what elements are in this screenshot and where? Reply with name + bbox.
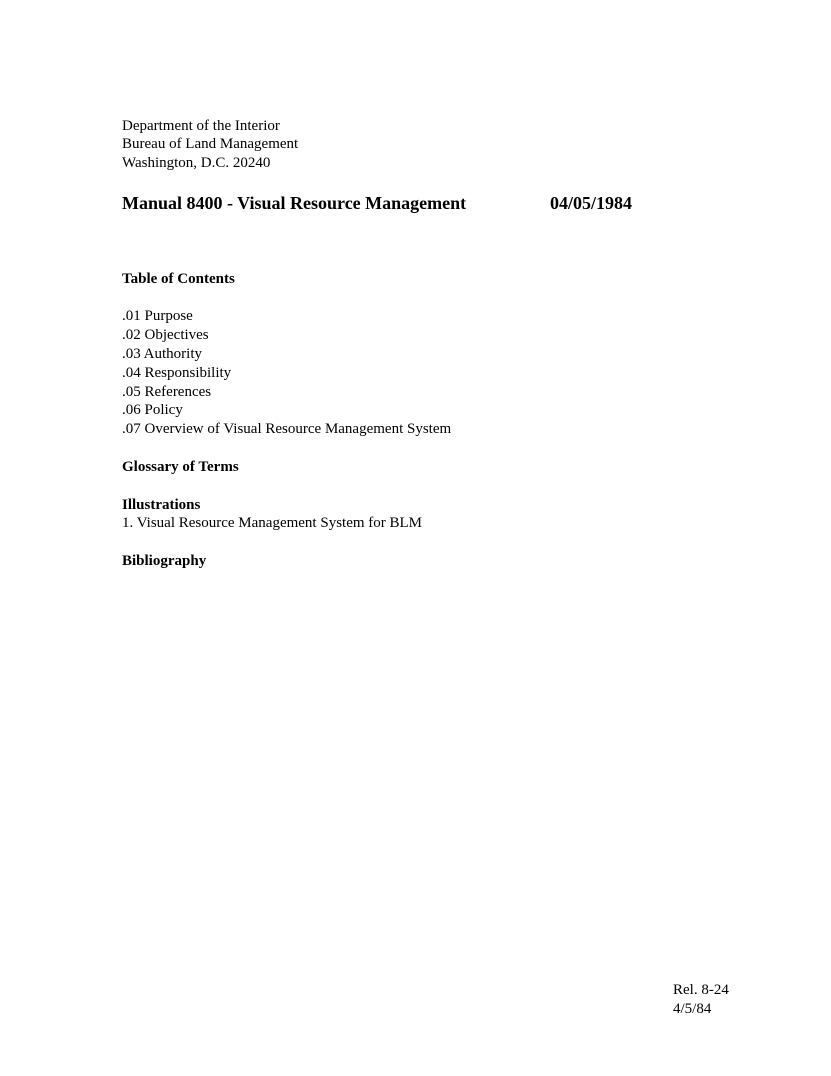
glossary-heading: Glossary of Terms (122, 459, 239, 475)
toc-item-policy: .06 Policy (122, 402, 183, 418)
release-number: Rel. 8-24 (673, 982, 729, 998)
illustrations-heading: Illustrations (122, 497, 201, 513)
bureau-name: Bureau of Land Management (122, 136, 299, 152)
toc-item-overview: .07 Overview of Visual Resource Management System (122, 421, 452, 437)
illustration-item: 1. Visual Resource Management System for BLM (122, 515, 423, 531)
toc-item-objectives: .02 Objectives (122, 327, 209, 343)
bibliography-heading: Bibliography (122, 553, 207, 569)
toc-item-responsibility: .04 Responsibility (122, 365, 232, 381)
toc-item-authority: .03 Authority (122, 346, 203, 362)
toc-item-purpose: .01 Purpose (122, 308, 193, 324)
toc-item-references: .05 References (122, 384, 212, 400)
department-name: Department of the Interior (122, 118, 280, 134)
toc-heading: Table of Contents (122, 271, 235, 287)
address-line: Washington, D.C. 20240 (122, 155, 271, 171)
manual-title: Manual 8400 - Visual Resource Management (122, 193, 467, 213)
manual-date: 04/05/1984 (550, 193, 633, 213)
release-date: 4/5/84 (673, 1001, 712, 1017)
